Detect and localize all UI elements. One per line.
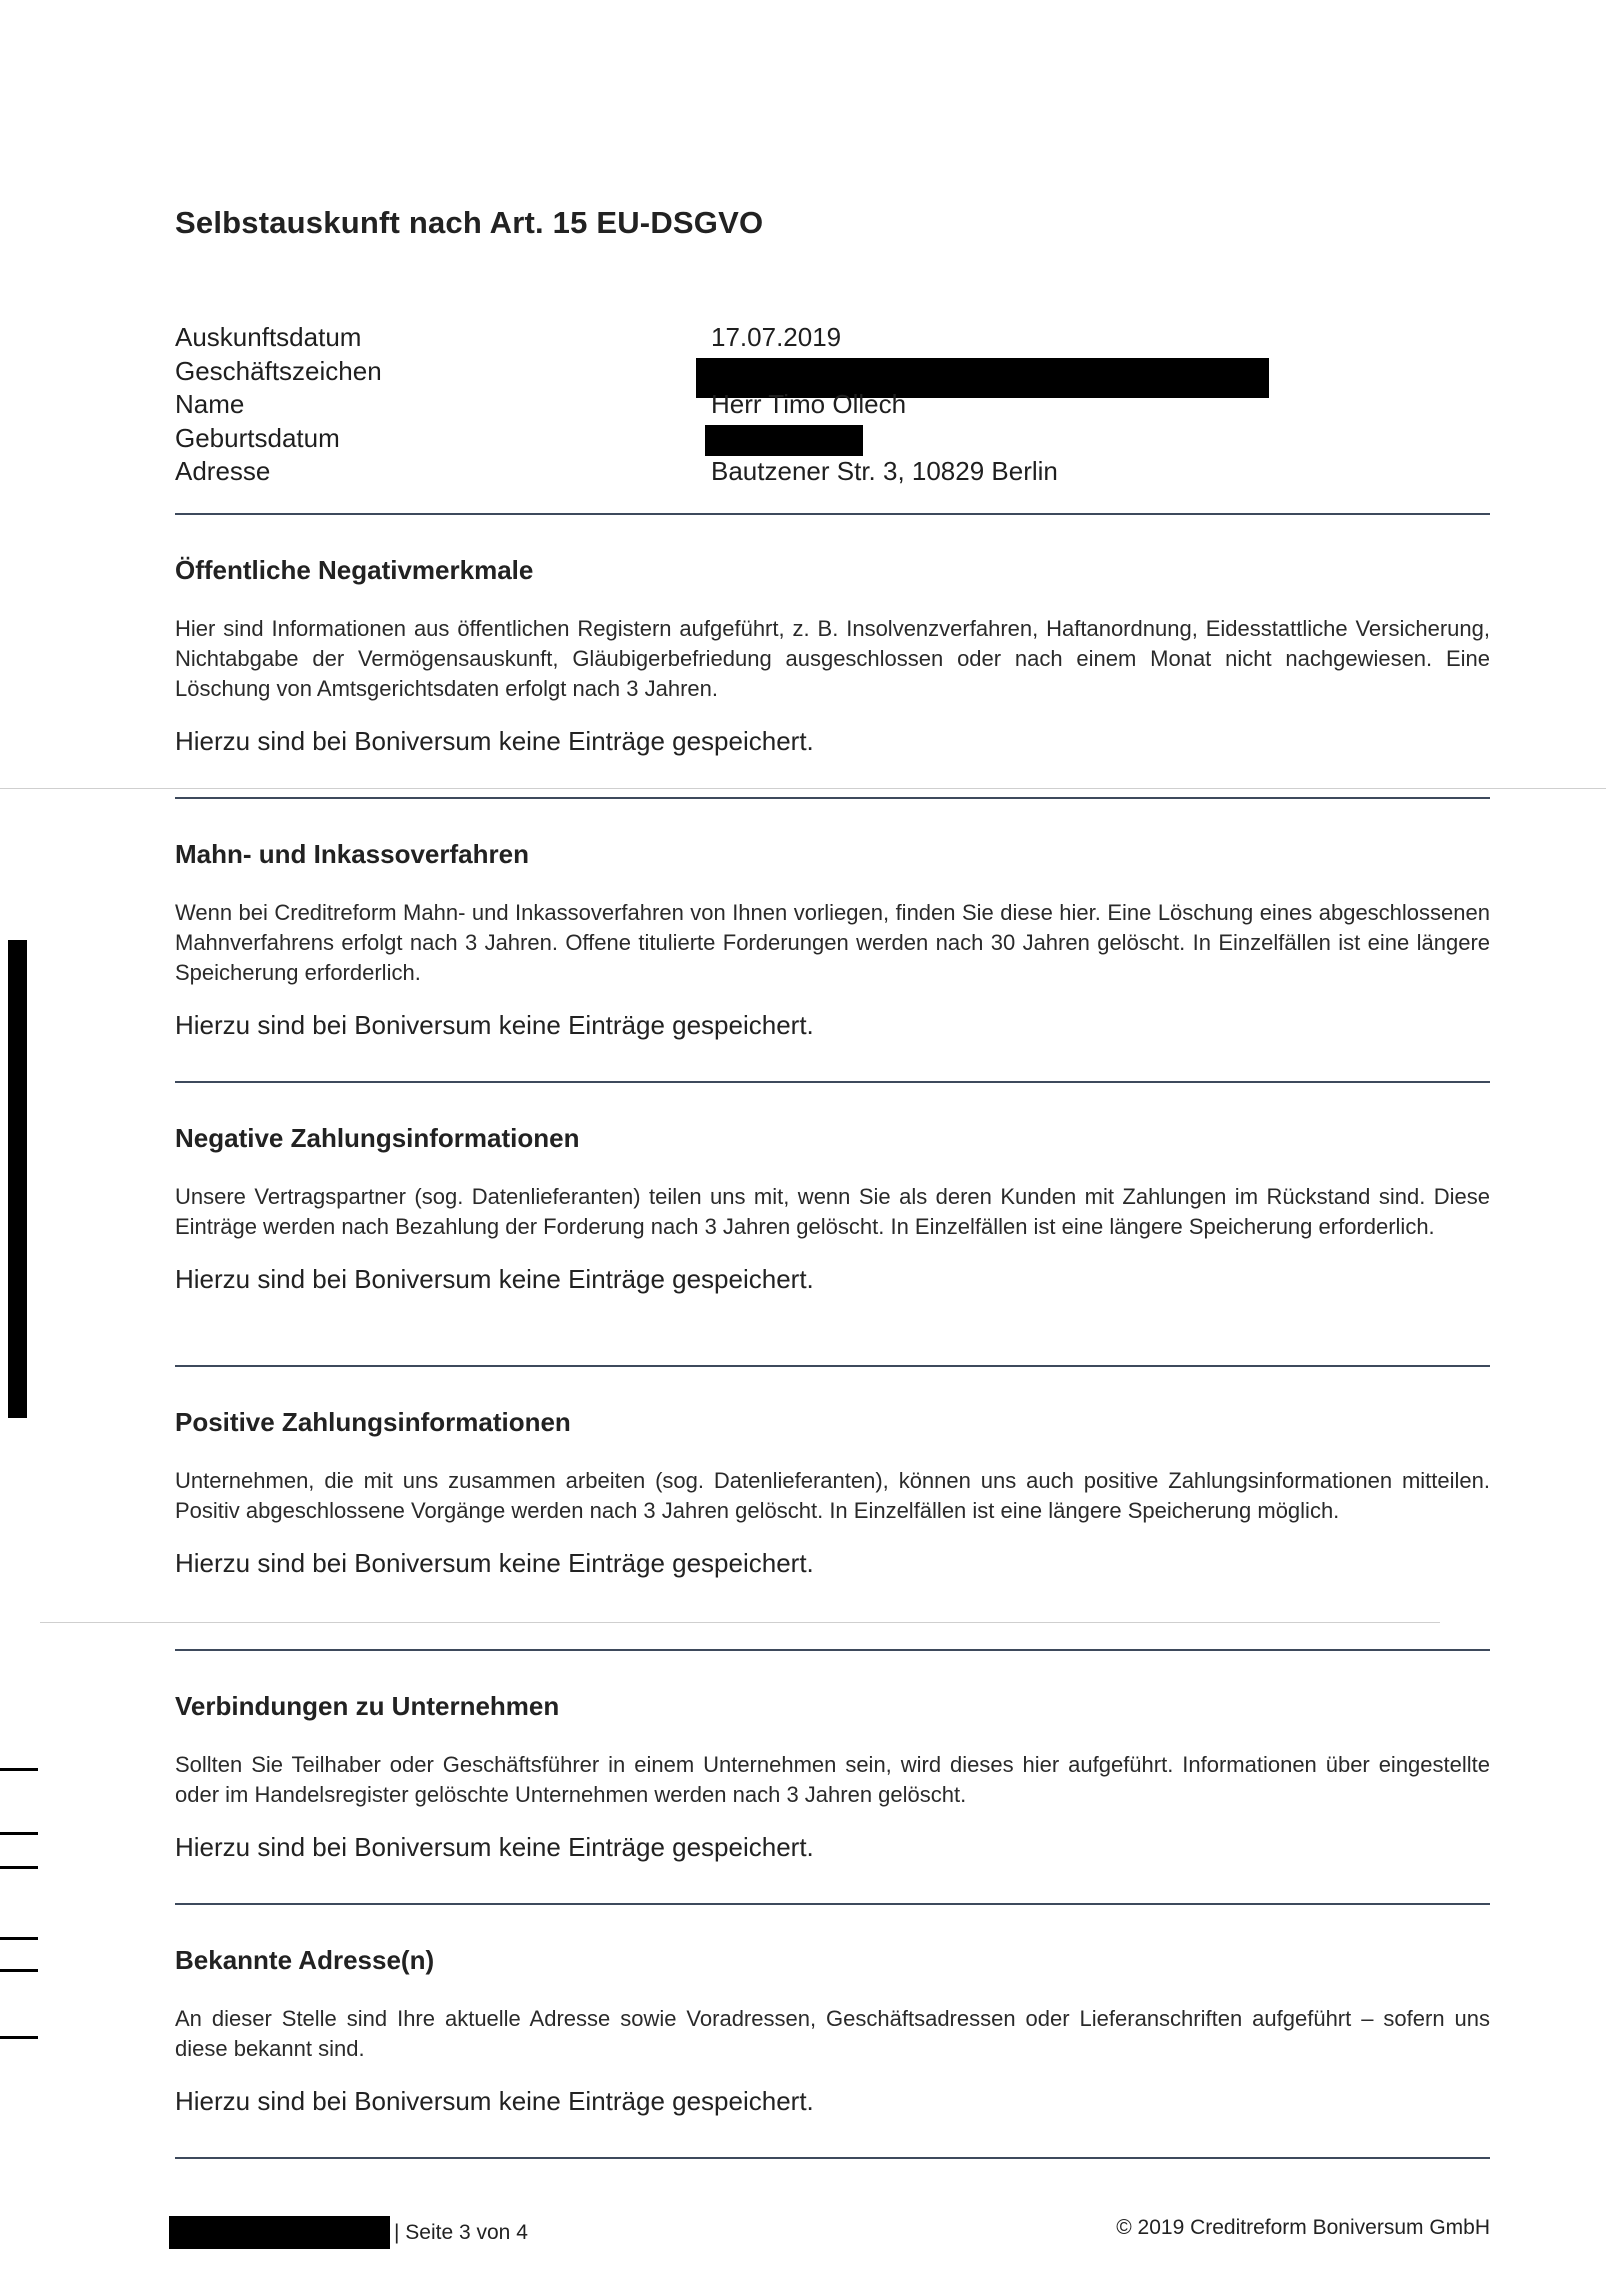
divider xyxy=(175,797,1490,799)
meta-value: Bautzener Str. 3, 10829 Berlin xyxy=(711,456,1058,486)
section-text: Unsere Vertragspartner (sog. Datenlieferanten) teilen uns mit, wenn Sie als deren Kunden mit Zahlungen im Rückstand sind. Diese Einträge werden nach Bezahlung der Forderung nach 3 Jahren gelöscht. In Einzelfällen ist eine längere Speicherung erforderlich. xyxy=(175,1184,1490,1239)
section-positive-zahlungsinformationen xyxy=(175,1407,1490,1579)
section-note: Hierzu sind bei Boniversum keine Einträge gespeichert. xyxy=(175,2086,814,2116)
meta-row-name xyxy=(175,389,1490,423)
section-heading: Bekannte Adresse(n) xyxy=(175,1945,435,1975)
section-heading: Verbindungen zu Unternehmen xyxy=(175,1691,560,1721)
scan-artifact-line xyxy=(40,1622,1440,1623)
section-bekannte-adressen xyxy=(175,1945,1490,2117)
section-text: Sollten Sie Teilhaber oder Geschäftsführer in einem Unternehmen sein, wird dieses hier aufgeführt. Informationen über eingestellte oder im Handelsregister gelöschte Unternehmen werden nach 3 Jahren gelöscht. xyxy=(175,1752,1490,1807)
divider xyxy=(175,1365,1490,1367)
section-text: Hier sind Informationen aus öffentlichen Registern aufgeführt, z. B. Insolvenzverfahren, Haftanordnung, Eidesstattliche Versicherung, Nichtabgabe der Vermögensauskunft, Gläubigerbefriedung ausgeschlossen oder nach einem Monat nicht nachgewiesen. Eine Löschung von Amtsgerichtsdaten erfolgt nach 3 Jahren. xyxy=(175,616,1490,701)
section-mahn-inkasso xyxy=(175,839,1490,1041)
meta-value: 17.07.2019 xyxy=(711,322,842,352)
meta-label: Geschäftszeichen xyxy=(175,355,382,386)
margin-tick-mark xyxy=(0,1937,38,1940)
divider xyxy=(175,2157,1490,2159)
section-heading: Mahn- und Inkassoverfahren xyxy=(175,839,529,869)
divider xyxy=(175,1903,1490,1905)
margin-bar-mark xyxy=(8,940,27,1418)
meta-row-geschaeftszeichen xyxy=(175,356,1490,390)
section-note: Hierzu sind bei Boniversum keine Einträge gespeichert. xyxy=(175,726,814,756)
meta-label: Geburtsdatum xyxy=(175,422,340,453)
section-heading: Öffentliche Negativmerkmale xyxy=(175,555,534,585)
margin-tick-mark xyxy=(0,2036,38,2039)
divider xyxy=(175,1649,1490,1651)
section-negative-zahlungsinformationen xyxy=(175,1123,1490,1295)
section-text: Unternehmen, die mit uns zusammen arbeiten (sog. Datenlieferanten), können uns auch positive Zahlungsinformationen mitteilen. Positiv abgeschlossene Vorgänge werden nach 3 Jahren gelöscht. In Einzelfällen ist eine längere Speicherung möglich. xyxy=(175,1468,1490,1523)
section-note: Hierzu sind bei Boniversum keine Einträge gespeichert. xyxy=(175,1832,814,1862)
divider xyxy=(175,1081,1490,1083)
footer-page-info xyxy=(169,2216,528,2249)
section-heading: Negative Zahlungsinformationen xyxy=(175,1123,580,1153)
redaction-bar xyxy=(169,2216,390,2249)
meta-label: Auskunftsdatum xyxy=(175,322,362,352)
margin-tick-mark xyxy=(0,1866,38,1869)
meta-row-adresse xyxy=(175,456,1490,490)
section-note: Hierzu sind bei Boniversum keine Einträge gespeichert. xyxy=(175,1010,814,1040)
margin-tick-mark xyxy=(0,1832,38,1835)
meta-value: Herr Timo Ollech xyxy=(711,389,907,419)
meta-block xyxy=(175,322,1490,490)
section-note: Hierzu sind bei Boniversum keine Einträge gespeichert. xyxy=(175,1264,814,1294)
footer-copyright: © 2019 Creditreform Boniversum GmbH xyxy=(1116,2216,1490,2239)
section-heading: Positive Zahlungsinformationen xyxy=(175,1407,571,1437)
section-text: Wenn bei Creditreform Mahn- und Inkassoverfahren von Ihnen vorliegen, finden Sie diese hier. Eine Löschung eines abgeschlossenen Mahnverfahrens erfolgt nach 3 Jahren. Offene titulierte Forderungen werden nach 30 Jahren gelöscht. In Einzelfällen ist eine längere Speicherung erforderlich. xyxy=(175,900,1490,985)
margin-tick-mark xyxy=(0,1768,38,1771)
divider xyxy=(175,513,1490,515)
document-title: Selbstauskunft nach Art. 15 EU-DSGVO xyxy=(175,205,764,240)
section-text: An dieser Stelle sind Ihre aktuelle Adresse sowie Voradressen, Geschäftsadressen oder Lieferanschriften aufgeführt – sofern uns diese bekannt sind. xyxy=(175,2006,1490,2061)
redaction-bar xyxy=(705,425,863,456)
section-verbindungen-unternehmen xyxy=(175,1691,1490,1863)
section-oeffentliche-negativmerkmale xyxy=(175,555,1490,757)
meta-row-geburtsdatum xyxy=(175,423,1490,457)
section-note: Hierzu sind bei Boniversum keine Einträge gespeichert. xyxy=(175,1548,814,1578)
meta-label: Adresse xyxy=(175,456,271,486)
page-number: | Seite 3 von 4 xyxy=(394,2220,528,2244)
meta-row-auskunftsdatum xyxy=(175,322,1490,356)
scan-artifact-line xyxy=(0,788,1606,789)
margin-tick-mark xyxy=(0,1969,38,1972)
meta-label: Name xyxy=(175,389,245,419)
